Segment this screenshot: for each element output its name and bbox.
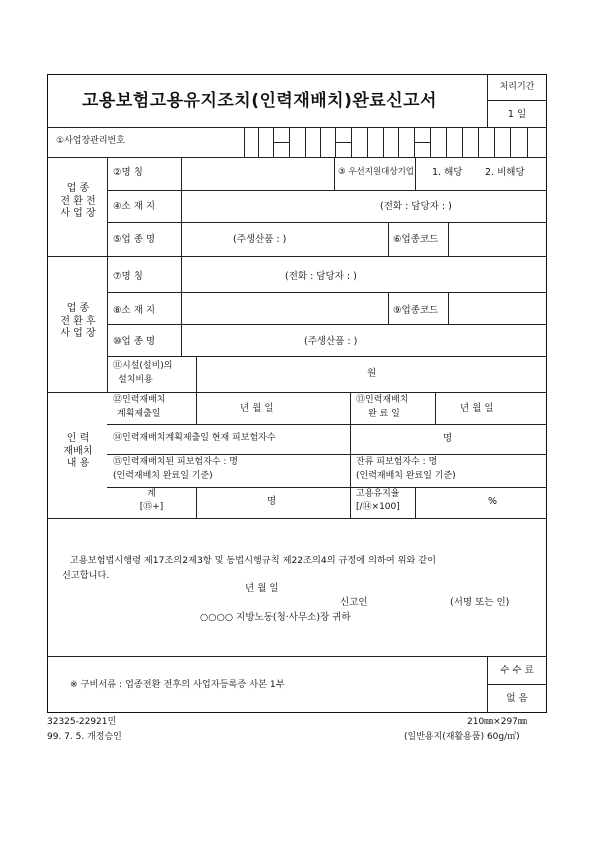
after-main-product: (주생산품 : ) [304,336,358,347]
after-industry-code-label: ⑨업종코드 [393,305,439,316]
relocation-group-label: 인 력 재배치 내 용 [63,433,93,469]
processing-period-label: 처리기간 [499,82,535,92]
retention-rate-label-2: [/⑭×100] [356,502,400,512]
remaining-count-basis: (인력재배치 완료일 기준) [356,471,456,481]
declaration-text-line1: 고용보험법시행령 제17조의2제3항 및 동법시행규칙 제22조의4의 규정에 의하여 위와 같이 [70,555,437,566]
remaining-count-label: 잔류 피보험자수 : 명 [356,457,438,467]
approval-note: 99. 7. 5. 개정승인 [47,732,122,742]
before-main-product: (주생산품 : ) [233,234,287,245]
priority-option-yes[interactable]: 1. 해당 [432,167,463,178]
signature-label: (서명 또는 인) [450,597,510,608]
after-name-label: ⑦명 칭 [113,271,143,282]
done-date-value: 년 월 일 [460,403,494,414]
done-date-label-1: ⑬인력재배치 [356,395,409,405]
total-label-1: 계 [147,489,156,499]
priority-option-no[interactable]: 2. 비해당 [485,167,525,178]
fee-label: 수 수 료 [500,665,534,676]
facility-cost-unit: 원 [367,368,377,379]
declaration-date: 년 월 일 [245,583,279,594]
facility-cost-label-1: ⑪시설(설비)의 [113,361,173,371]
attachments-note: ※ 구비서류 : 업종전환 전후의 사업자등록증 사본 1부 [70,679,285,690]
before-address-label: ④소 재 지 [113,201,156,212]
before-industry-label: ⑤업 종 명 [113,234,156,245]
before-group-label: 업 종 전 환 전 사 업 장 [60,183,96,219]
insured-count-unit: 명 [443,433,453,444]
done-date-label-2: 완 료 일 [368,409,400,419]
before-name-label: ②명 칭 [113,167,143,178]
paper-type: (일반용지(재활용품) 60g/㎡) [404,732,520,742]
paper-size: 210㎜×297㎜ [467,717,527,727]
total-label-2: [⑮+] [139,502,164,512]
relocated-count-label: ⑮인력재배치된 피보험자수 : 명 [113,457,238,467]
after-name-contact: (전화 : 담당자 : ) [285,271,357,282]
after-industry-label: ⑩업 종 명 [113,336,156,347]
before-address-contact: (전화 : 담당자 : ) [380,201,452,212]
total-unit: 명 [267,496,277,507]
processing-period-value: 1 일 [507,109,527,120]
priority-support-label: ③ 우선지원대상기업 [338,167,415,177]
before-industry-code-label: ⑥업종코드 [393,234,439,245]
insured-count-label: ⑭인력재배치계획제출일 현재 피보험자수 [113,433,276,443]
plan-date-label-2: 계획제출일 [117,409,161,419]
retention-rate-unit: % [488,496,498,507]
form-number: 32325-22921민 [47,717,117,727]
relocated-count-basis: (인력재배치 완료일 기준) [113,471,213,481]
plan-date-label-1: ⑫인력재배치 [113,395,166,405]
retention-rate-label-1: 고용유지율 [356,489,400,499]
fee-value: 없 음 [506,693,528,704]
after-address-label: ⑧소 재 지 [113,305,156,316]
after-group-label: 업 종 전 환 후 사 업 장 [60,303,96,339]
facility-cost-label-2: 설치비용 [118,375,153,385]
addressee: ○○○○ 지방노동(청·사무소)장 귀하 [200,612,351,623]
declaration-text-line2: 신고합니다. [62,570,110,581]
site-number-label: ①사업장관리번호 [56,136,125,146]
reporter-label: 신고인 [340,597,368,608]
form-title: 고용보험고용유지조치(인력재배치)완료신고서 [82,91,437,111]
plan-date-value: 년 월 일 [240,403,274,414]
